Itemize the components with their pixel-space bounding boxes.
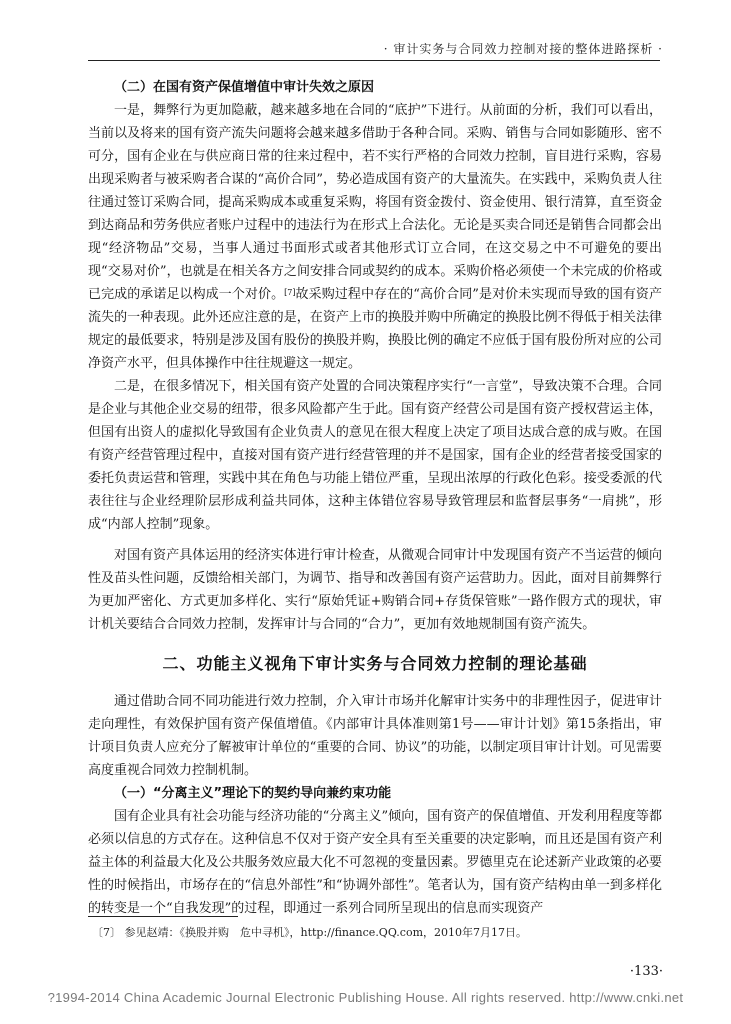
paragraph-1-text: 一是，舞弊行为更加隐蔽，越来越多地在合同的“底护”下进行。从前面的分析，我们可以看出，当前以及将来的国有资产流失问题将会越来越多借助于各种合同。采购、销售与合同如影随形、密不可分，国有企业在与供应商日常的往来过程中，若不实行严格的合同效力控制，盲目进行采购，容易出现采购者与被采购者合谋的“高价合同”，势必造成国有资产的大量流失。在实践中，采购负责人往往通过签订采购合同，提高采购成本或重复采购，将国有资金拨付、资金使用、银行清算，直至资金到达商品和劳务供应者账户过程中的违法行为在形式上合法化。无论是买卖合同还是销售合同都会出现“经济物品”交易，当事人通过书面形式或者其他形式订立合同，在这交易之中不可避免的要出现“交易对价”，也就是在相关各方之间安排合同或契约的成本。采购价格必须使一个未完成的价格或已完成的承诺足以构成一个对价。 — [88, 103, 662, 302]
subsection-heading-1: （一）“分离主义”理论下的契约导向兼约束功能 — [114, 786, 392, 801]
running-header: · 审计实务与合同效力控制对接的整体进路探析 · — [383, 42, 663, 56]
section-heading-2: 二、功能主义视角下审计实务与合同效力控制的理论基础 — [162, 654, 588, 673]
paragraph-1-continued: 故采购过程中存在的“高价合同”是对价未实现而导致的国有资产流失的一种表现。此外还应注意的是，在资产上市的换股并购中所确定的换股比例不得低于相关法律规定的最低要求，特别是涉及国有股份的换股并购，换股比例的确定不应低于国有股份所对应的公司净资产水平，但具体操作中往往规避这一规定。 — [88, 287, 662, 371]
subsection-heading-2: （二）在国有资产保值增值中审计失效之原因 — [114, 80, 375, 95]
paragraph-1 — [88, 99, 662, 375]
article-body — [88, 76, 662, 920]
footnote-ref-7[interactable]: [7] — [284, 288, 296, 297]
paragraph-3: 对国有资产具体运用的经济实体进行审计检查，从微观合同审计中发现国有资产不当运营的倾向性及苗头性问题，反馈给相关部门，为调节、指导和改善国有资产运营助力。因此，面对目前舞弊行为更加严密化、方式更加多样化、实行“原始凭证+购销合同+存货保管账”一路作假方式的现状，审计机关要结合合同效力控制，发挥审计与合同的“合力”，更加有效地规制国有资产流失。 — [88, 548, 662, 632]
paragraph-4: 通过借助合同不同功能进行效力控制，介入审计市场并化解审计实务中的非理性因子，促进审计走向理性，有效保护国有资产保值增值。《内部审计具体准则第1号——审计计划》第15条指出，审计项目负责人应充分了解被审计单位的“重要的合同、协议”的功能，以制定项目审计计划。可见需要高度重视合同效力控制机制。 — [88, 694, 662, 778]
paragraph-2: 二是，在很多情况下，相关国有资产处置的合同决策程序实行“一言堂”，导致决策不合理。合同是企业与其他企业交易的纽带，很多风险都产生于此。国有资产经营公司是国有资产授权营运主体，但国有出资人的虚拟化导致国有企业负责人的意见在很大程度上决定了项目达成合意的成与败。在国有资产经营管理过程中，直接对国有资产进行经营管理的并不是国家，国有企业的经营者接受国家的委托负责运营和管理，实践中其在角色与功能上错位严重，呈现出浓厚的行政化色彩。接受委派的代表往往与企业经理阶层形成利益共同体，这种主体错位容易导致管理层和监督层事务“一肩挑”，形成“内部人控制”现象。 — [88, 379, 662, 532]
page-number: ·133· — [629, 964, 663, 979]
header-rule — [88, 60, 660, 61]
paragraph-5: 国有企业具有社会功能与经济功能的“分离主义”倾向，国有资产的保值增值、开发利用程度等都必须以信息的方式存在。这种信息不仅对于资产安全具有至关重要的决定影响，而且还是国有资产利益主体的利益最大化及公共服务效应最大化不可忽视的变量因素。罗德里克在论述新产业政策的必要性的时候指出，市场存在的“信息外部性”和“协调外部性”。笔者认为，国有资产结构由单一到多样化的转变是一个“自我发现”的过程，即通过一系列合同所呈现出的信息而实现资产 — [88, 809, 662, 916]
footnote-7: 〔7〕 参见赵靖：《换股并购 危中寻机》，http://finance.QQ.com，2010年7月17日。 — [92, 926, 527, 939]
copyright-notice: ?1994-2014 China Academic Journal Electronic Publishing House. All rights reserved. http://www.cnki.net — [47, 990, 684, 1005]
footnote-rule — [88, 916, 238, 917]
